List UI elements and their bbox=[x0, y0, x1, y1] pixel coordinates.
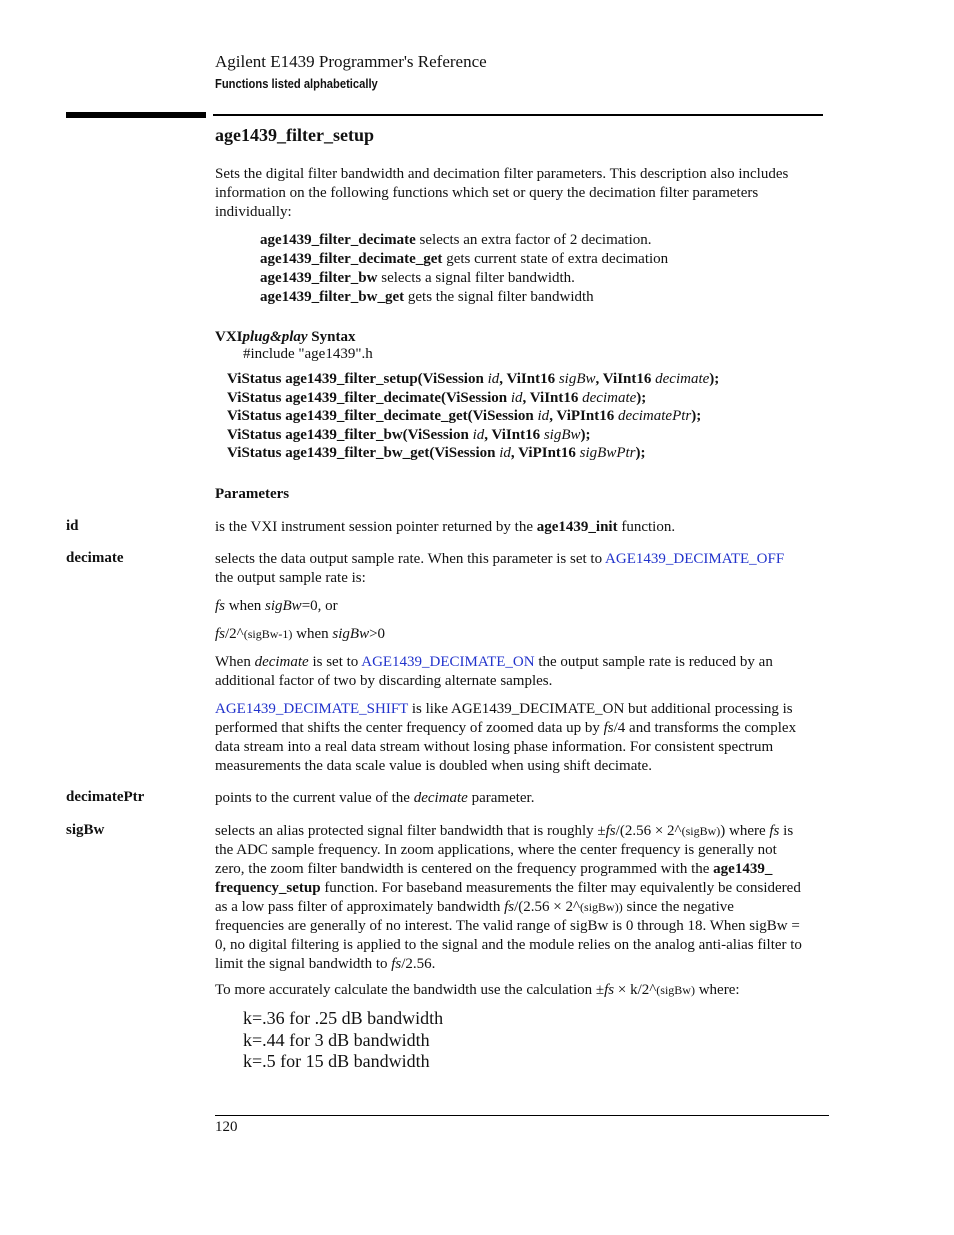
param-desc-decimate: selects the data output sample rate. When this parameter is set to AGE1439_DECIMATE_OFF the output sample rate is: bbox=[215, 551, 785, 586]
syntax-include: #include "age1439".h bbox=[243, 346, 373, 362]
param-label-sigbw: sigBw bbox=[66, 822, 105, 838]
param-label-id: id bbox=[66, 518, 79, 534]
parameters-heading: Parameters bbox=[215, 486, 290, 502]
intro-line: individually: bbox=[215, 204, 292, 220]
syntax-heading: VXIplug&play Syntax bbox=[215, 329, 356, 345]
related-item: age1439_filter_decimate_get gets current state of extra decimation bbox=[260, 251, 669, 267]
function-title: age1439_filter_setup bbox=[215, 125, 374, 145]
syntax-line: ViStatus age1439_filter_bw(ViSession id, ViInt16 sigBw); bbox=[227, 426, 591, 443]
related-functions-list bbox=[260, 231, 668, 307]
intro-line: Sets the digital filter bandwidth and decimation filter parameters. This description also includes bbox=[215, 166, 789, 182]
related-item: age1439_filter_decimate selects an extra factor of 2 decimation. bbox=[260, 232, 652, 248]
k-value-item: k=.44 for 3 dB bandwidth bbox=[243, 1029, 430, 1050]
bandwidth-calculation-paragraph: To more accurately calculate the bandwidth use the calculation ±fs × k/2^(sigBw) where: bbox=[215, 982, 740, 998]
syntax-line: ViStatus age1439_filter_setup(ViSession id, ViInt16 sigBw, ViInt16 decimate); bbox=[227, 371, 720, 387]
related-item: age1439_filter_bw selects a signal filter bandwidth. bbox=[260, 270, 575, 286]
header-subtitle: Functions listed alphabetically bbox=[215, 76, 378, 91]
decimate-shift-paragraph: AGE1439_DECIMATE_SHIFT is like AGE1439_DECIMATE_ON but additional processing is performed that shifts the center frequency of zoomed data up by fs/4 and transforms the complex data stream into a real data stream without losing phase information. For consistent spectrum measurements the data scale value is doubled when using shift decimate. bbox=[215, 701, 797, 774]
k-values-list bbox=[243, 1008, 443, 1073]
syntax-line: ViStatus age1439_filter_bw_get(ViSession id, ViPInt16 sigBwPtr); bbox=[227, 445, 646, 461]
link-decimate-on[interactable]: AGE1439_DECIMATE_ON bbox=[361, 654, 535, 670]
formula-fs-positive: fs/2^(sigBw-1) when sigBw>0 bbox=[215, 626, 386, 642]
page-number: 120 bbox=[215, 1119, 238, 1135]
param-desc-id: is the VXI instrument session pointer returned by the age1439_init function. bbox=[215, 519, 676, 535]
intro-paragraph bbox=[215, 165, 825, 222]
decimate-on-paragraph: When decimate is set to AGE1439_DECIMATE_ON the output sample rate is reduced by an additional factor of two by discarding alternate samples. bbox=[215, 654, 773, 689]
link-decimate-off[interactable]: AGE1439_DECIMATE_OFF bbox=[605, 551, 785, 567]
param-desc-decimateptr: points to the current value of the decimate parameter. bbox=[215, 790, 535, 806]
k-value-item: k=.36 for .25 dB bandwidth bbox=[243, 1008, 444, 1028]
syntax-line: ViStatus age1439_filter_decimate_get(ViSession id, ViPInt16 decimatePtr); bbox=[227, 408, 702, 424]
link-decimate-shift[interactable]: AGE1439_DECIMATE_SHIFT bbox=[215, 701, 409, 717]
syntax-lines bbox=[227, 370, 719, 463]
param-label-decimate: decimate bbox=[66, 550, 124, 566]
related-item: age1439_filter_bw_get gets the signal filter bandwidth bbox=[260, 289, 594, 305]
header-title: Agilent E1439 Programmer's Reference bbox=[215, 52, 487, 71]
param-desc-sigbw: selects an alias protected signal filter bandwidth that is roughly ±fs/(2.56 × 2^(sigBw)) where fs is the ADC sample frequency. In zoom applications, where the center frequency is generally not zero, the zoom filter bandwidth is centered on the frequency programmed with the age1439_ frequency_setup function. For baseband measurements the filter may equivalently be considered as a low pass filter of approximately bandwidth fs/(2.56 × 2^(sigBw)) since the negative frequencies are generally of no interest. The valid range of sigBw is 0 through 18. When sigBw = 0, no digital filtering is applied to the signal and the module relies on the analog anti-alias filter to limit the signal bandwidth to fs/2.56. bbox=[215, 823, 802, 972]
param-label-decimateptr: decimatePtr bbox=[66, 789, 145, 805]
syntax-line: ViStatus age1439_filter_decimate(ViSession id, ViInt16 decimate); bbox=[227, 389, 647, 406]
intro-line: information on the following functions which set or query the decimation filter parameters bbox=[215, 185, 759, 201]
footer-rule bbox=[215, 1115, 829, 1116]
header-rule-thick bbox=[66, 112, 206, 118]
formula-fs-zero: fs when sigBw=0, or bbox=[215, 598, 338, 614]
header-rule-thin bbox=[213, 114, 823, 116]
k-value-item: k=.5 for 15 dB bandwidth bbox=[243, 1051, 430, 1071]
